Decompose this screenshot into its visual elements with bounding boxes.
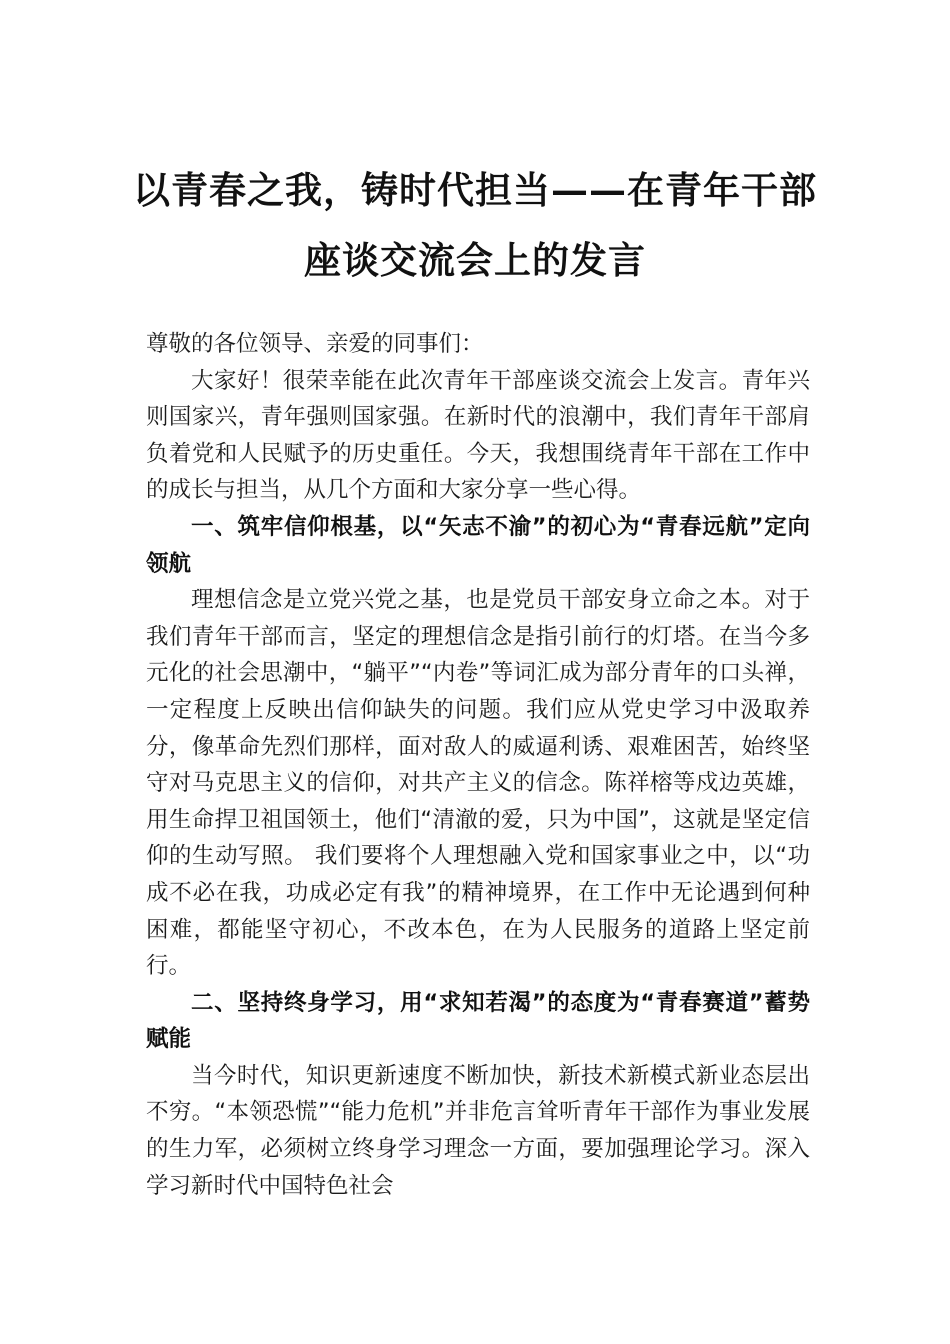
intro-paragraph: 大家好！很荣幸能在此次青年干部座谈交流会上发言。青年兴则国家兴，青年强则国家强。在新时代的浪潮中，我们青年干部肩负着党和人民赋予的历史重任。今天，我想围绕青年干部在工作中的成长与担当，从几个方面和大家分享一些心得。 [146,367,810,504]
document-title-line-2: 座谈交流会上的发言 [304,238,646,282]
document-body [146,326,810,1204]
section-1-heading: 一、筑牢信仰根基，以“矢志不渝”的初心为“青春远航”定向领航 [146,513,810,577]
section-2-heading: 二、坚持终身学习，用“求知若渴”的态度为“青春赛道”蓄势赋能 [146,989,810,1053]
section-1-paragraph: 理想信念是立党兴党之基，也是党员干部安身立命之本。对于我们青年干部而言，坚定的理想信念是指引前行的灯塔。在当今多元化的社会思潮中，“躺平”“内卷”等词汇成为部分青年的口头禅，一定程度上反映出信仰缺失的问题。我们应从党史学习中汲取养分，像革命先烈们那样，面对敌人的威逼利诱、艰难困苦，始终坚守对马克思主义的信仰，对共产主义的信念。陈祥榕等戍边英雄，用生命捍卫祖国领土，他们“清澈的爱，只为中国”，这就是坚定信仰的生动写照。 我们要将个人理想融入党和国家事业之中，以“功成不必在我，功成必定有我”的精神境界，在工作中无论遇到何种困难，都能坚守初心，不改本色，在为人民服务的道路上坚定前行。 [146,587,810,980]
section-2-paragraph: 当今时代，知识更新速度不断加快，新技术新模式新业态层出不穷。“本领恐慌”“能力危机”并非危言耸听青年干部作为事业发展的生力军，必须树立终身学习理念一方面，要加强理论学习。深入学习新时代中国特色社会 [146,1062,810,1199]
salutation: 尊敬的各位领导、亲爱的同事们： [146,331,484,357]
document-title-line-1: 以青春之我，铸时代担当——在青年干部 [133,168,817,212]
